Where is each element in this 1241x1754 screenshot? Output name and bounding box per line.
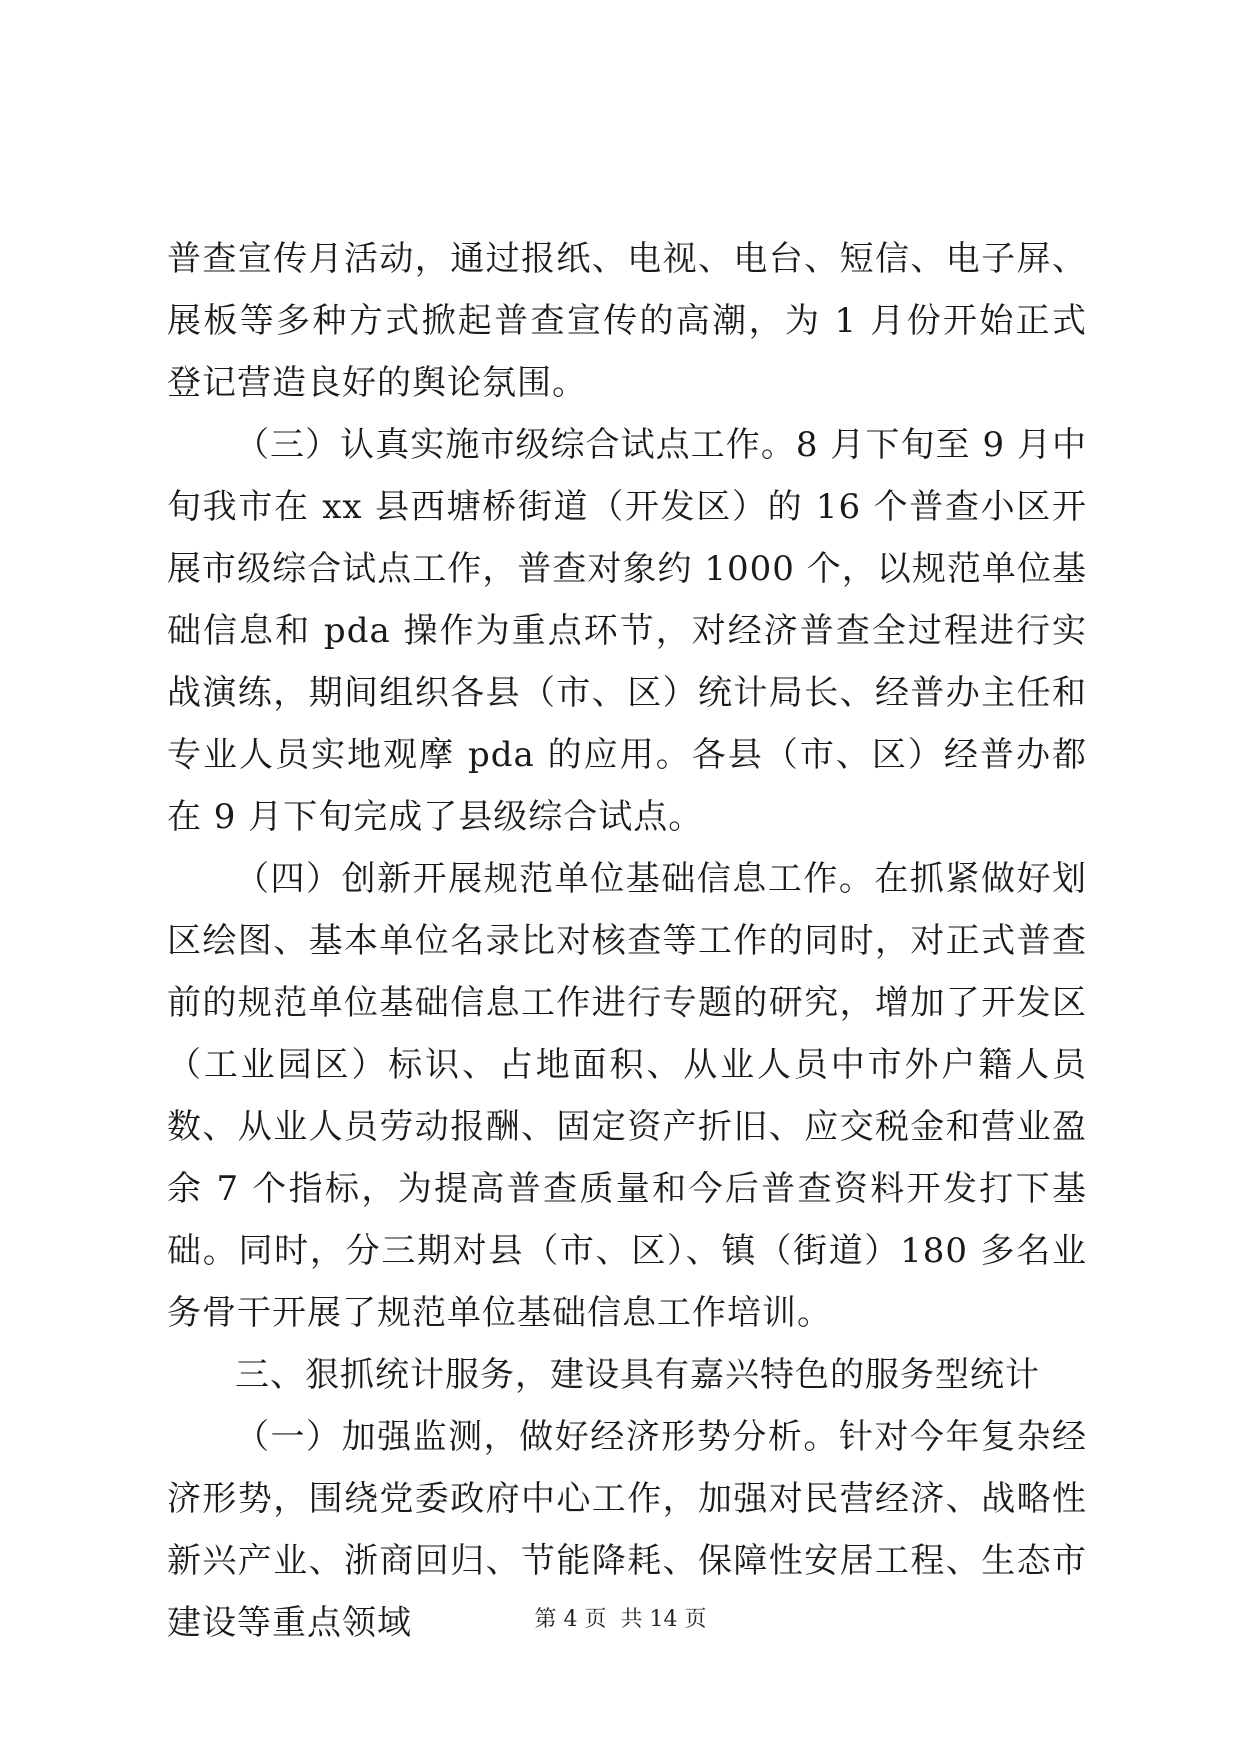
paragraph-continuation: 普查宣传月活动，通过报纸、电视、电台、短信、电子屏、展板等多种方式掀起普查宣传的高潮，为 1 月份开始正式登记营造良好的舆论氛围。: [167, 239, 1087, 403]
page-footer: [0, 1602, 1241, 1633]
paragraph-section-four: （四）创新开展规范单位基础信息工作。在抓紧做好划区绘图、基本单位名录比对核查等工作的同时，对正式普查前的规范单位基础信息工作进行专题的研究，增加了开发区（工业园区）标识、占地面积、从业人员中市外户籍人员数、从业人员劳动报酬、固定资产折旧、应交税金和营业盈余 7 个指标，为提高普查质量和今后普查资料开发打下基础。同时，分三期对县（市、区）、镇（街道）180 多名业务骨干开展了规范单位基础信息工作培训。: [167, 859, 1087, 1333]
document-body: [167, 228, 1087, 1654]
page-number-label: 第 4 页 共 14 页: [534, 1607, 707, 1632]
paragraph-section-three: （三）认真实施市级综合试点工作。8 月下旬至 9 月中旬我市在 xx 县西塘桥街道（开发区）的 16 个普查小区开展市级综合试点工作，普查对象约 1000 个，以规范单位基础信息和 pda 操作为重点环节，对经济普查全过程进行实战演练，期间组织各县（市、区）统计局长、经普办主任和专业人员实地观摩 pda 的应用。各县（市、区）经普办都在 9 月下旬完成了县级综合试点。: [167, 425, 1087, 837]
paragraph-section-one: （一）加强监测，做好经济形势分析。针对今年复杂经济形势，围绕党委政府中心工作，加强对民营经济、战略性新兴产业、浙商回归、节能降耗、保障性安居工程、生态市建设等重点领域: [167, 1417, 1087, 1643]
section-heading: 三、狠抓统计服务，建设具有嘉兴特色的服务型统计: [235, 1355, 1040, 1395]
